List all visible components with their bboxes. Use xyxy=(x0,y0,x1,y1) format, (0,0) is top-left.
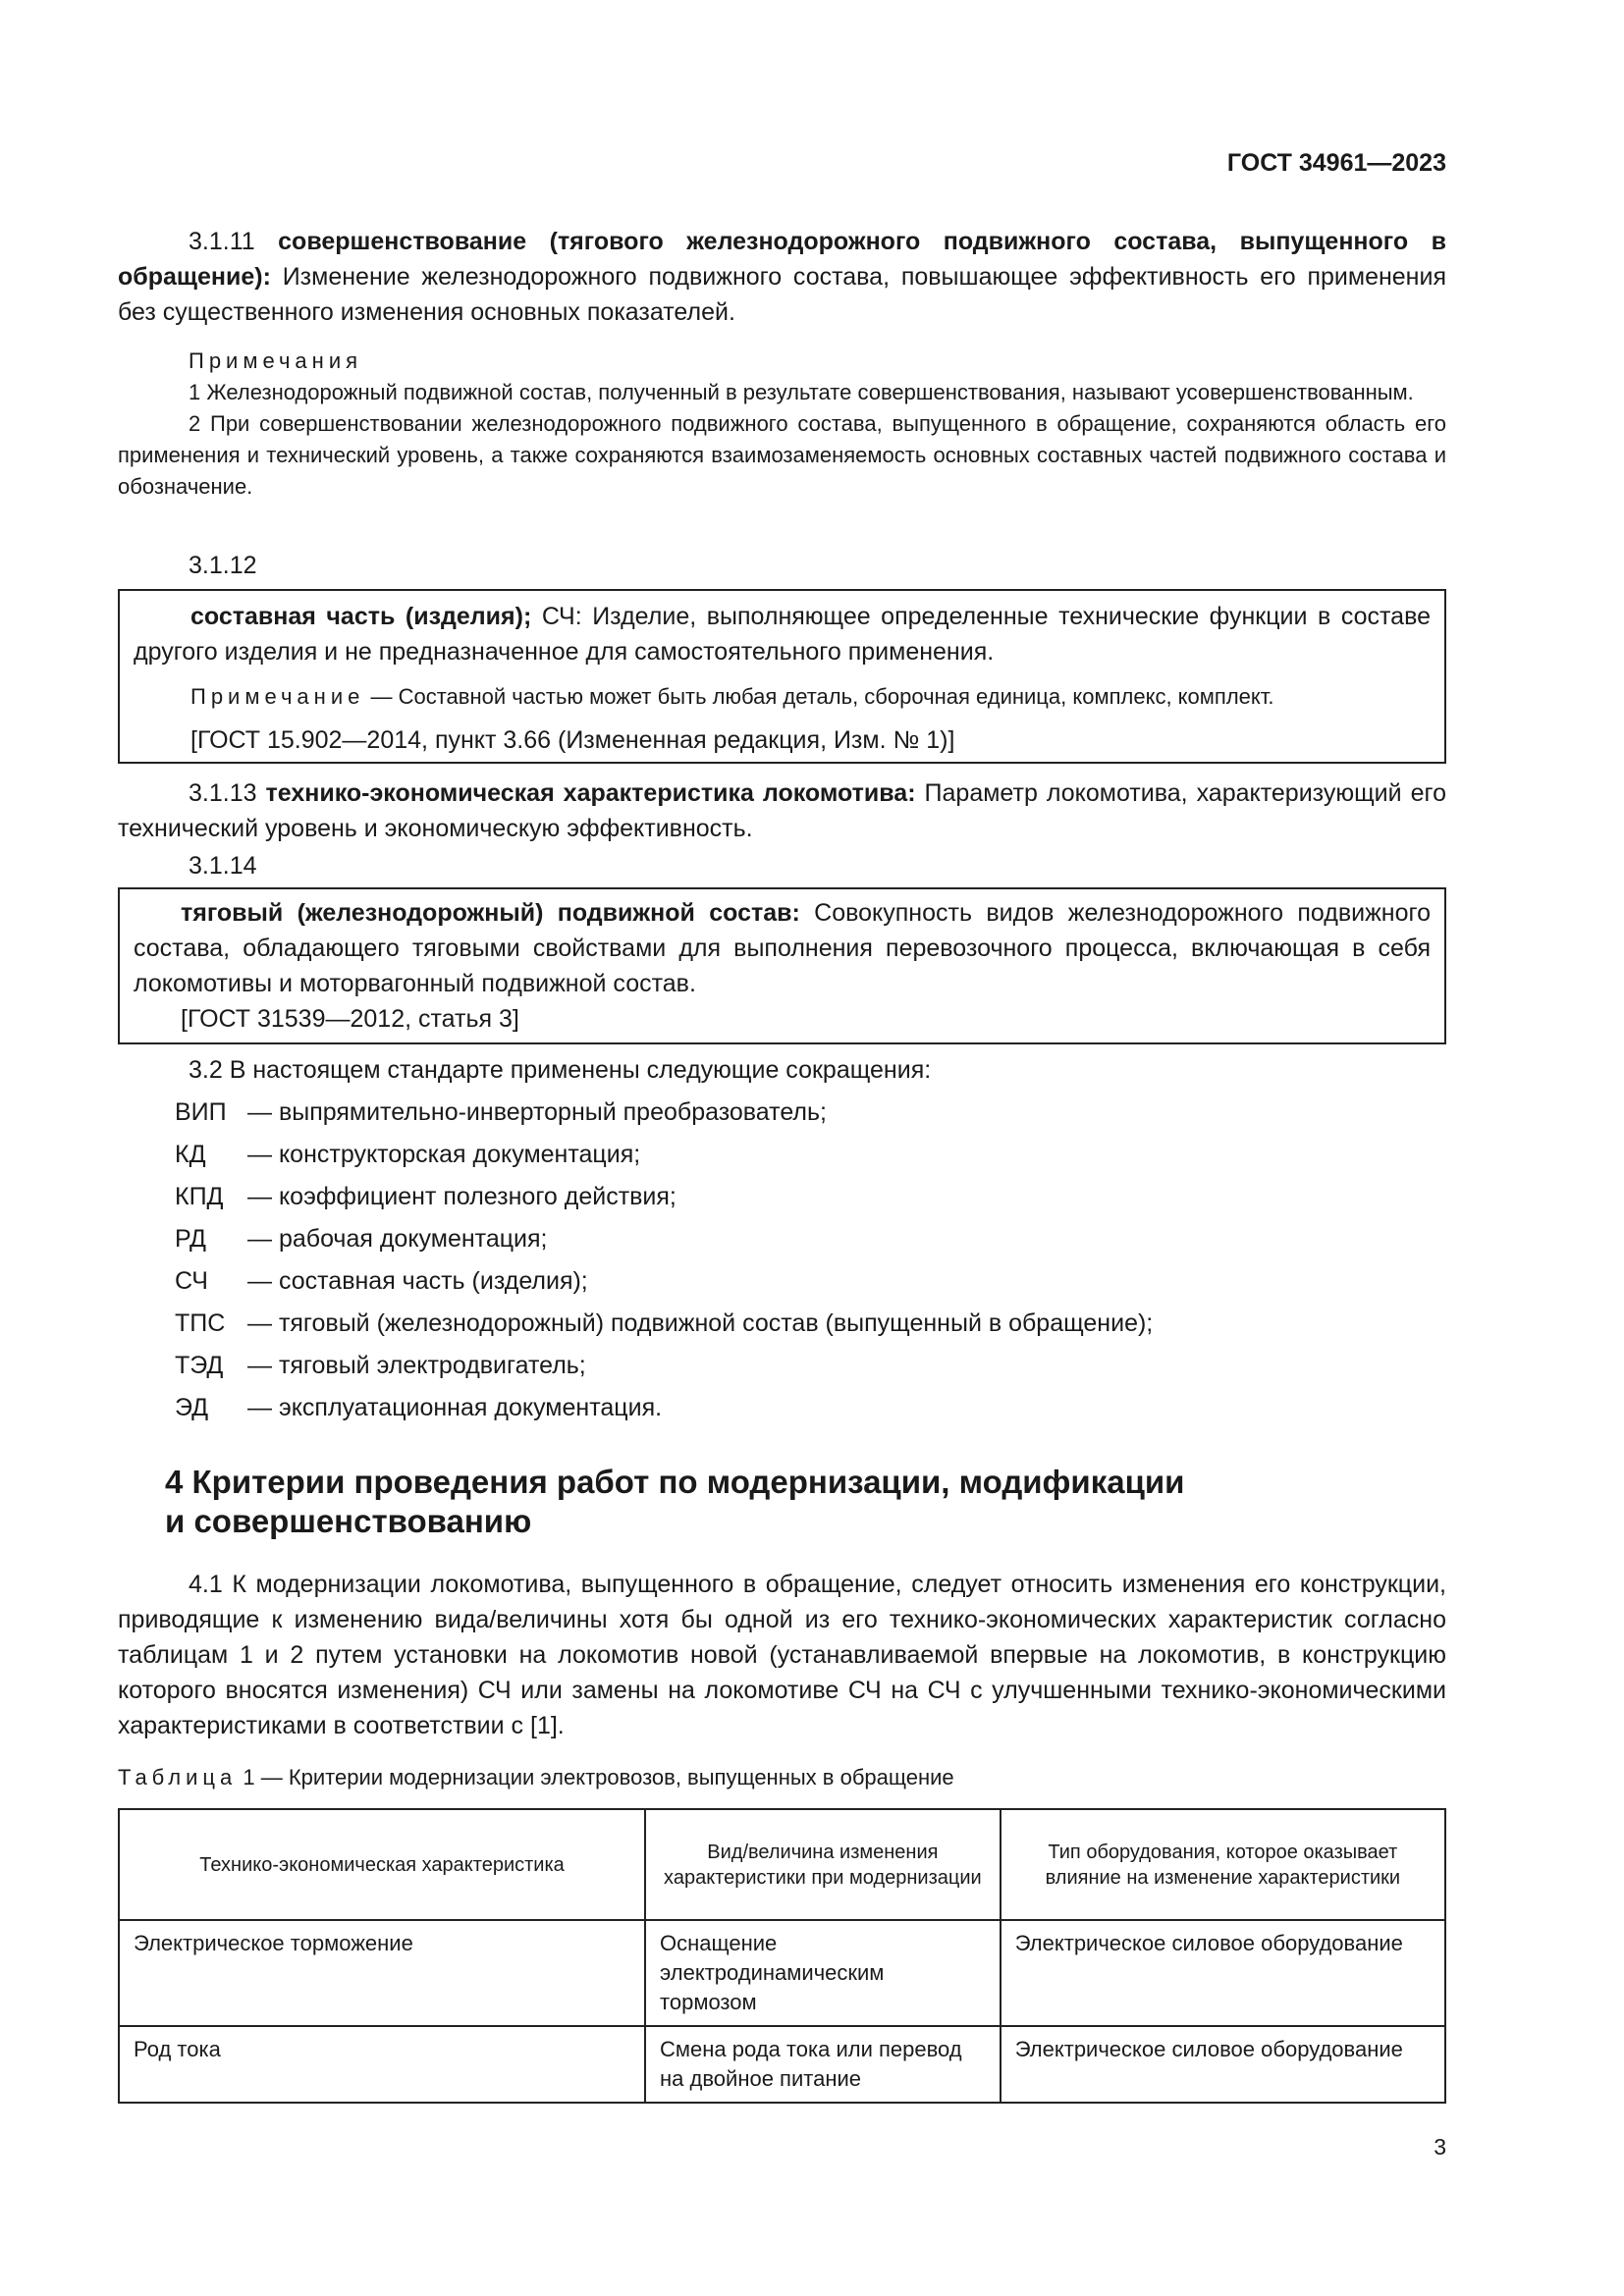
term: технико-экономическая характеристика локомотива: xyxy=(265,779,916,807)
clause-3-1-12 xyxy=(118,548,1446,764)
section-title-line-2: и совершенствованию xyxy=(165,1503,532,1539)
abbreviation-item: ТПС — тяговый (железнодорожный) подвижной состав (выпущенный в обращение); xyxy=(175,1309,1154,1337)
caption-label: Таблица xyxy=(118,1765,238,1789)
table-row xyxy=(119,1920,1445,2026)
abbreviation-item: КД — конструкторская документация; xyxy=(175,1141,641,1168)
abbreviation-item: КПД — коэффициент полезного действия; xyxy=(175,1183,677,1210)
definition: Изменение железнодорожного подвижного состава, повышающее эффективность его применения без существенного изменения основных показателей. xyxy=(118,263,1446,326)
abbreviation-item: ЭД — эксплуатационная документация. xyxy=(175,1394,663,1421)
column-header: Тип оборудования, которое оказывает влияние на изменение характеристики xyxy=(1001,1809,1445,1920)
page-number: 3 xyxy=(1434,2134,1446,2160)
note-2: 2 При совершенствовании железнодорожного подвижного состава, выпущенного в обращение, сохраняются область его применения и технический уровень, а также сохраняются взаимозаменяемость основных составных частей подвижного состава и обозначение. xyxy=(118,411,1446,499)
term: составная часть (изделия); xyxy=(190,603,532,630)
term: совершенствование (тягового железнодорожного подвижного состава, выпущенного в обращение): xyxy=(118,228,1446,291)
clause-3-2 xyxy=(118,1052,1446,1429)
section-title-line-1: 4 Критерии проведения работ по модернизации, модификации xyxy=(165,1464,1185,1500)
definition-box xyxy=(118,887,1446,1044)
table-cell: Смена рода тока или перевод на двойное питание xyxy=(645,2026,1001,2103)
note-1: 1 Железнодорожный подвижной состав, полученный в результате совершенствования, называют усовершенствованным. xyxy=(189,380,1414,404)
clause-number: 3.1.13 xyxy=(189,779,257,807)
definition: Параметр локомотива, характеризующий его технический уровень и экономическую эффективность. xyxy=(118,779,1446,842)
clause-3-1-13 xyxy=(118,775,1446,846)
notes-title: Примечания xyxy=(189,348,363,373)
table-row xyxy=(119,2026,1445,2103)
abbreviation-item: ВИП — выпрямительно-инверторный преобразователь; xyxy=(175,1098,827,1126)
clause-text: 3.2 В настоящем стандарте применены следующие сокращения: xyxy=(189,1056,932,1084)
section-4-heading xyxy=(118,1463,1446,1541)
clause-number: 3.1.14 xyxy=(189,852,257,880)
table-cell: Электрическое силовое оборудование xyxy=(1001,1920,1445,2026)
definition-box xyxy=(118,589,1446,764)
abbreviation-list xyxy=(118,1092,1446,1429)
table-1 xyxy=(118,1808,1446,2104)
term: тяговый (железнодорожный) подвижной состав: xyxy=(181,899,800,927)
column-header: Вид/величина изменения характеристики при модернизации xyxy=(645,1809,1001,1920)
table-header-row xyxy=(119,1809,1445,1920)
caption-text: 1 — Критерии модернизации электровозов, выпущенных в обращение xyxy=(237,1765,954,1789)
note-text: — Составной частью может быть любая деталь, сборочная единица, комплекс, комплект. xyxy=(364,684,1274,709)
abbreviation-item: ТЭД — тяговый электродвигатель; xyxy=(175,1352,586,1379)
document-header: ГОСТ 34961—2023 xyxy=(1226,149,1446,177)
table-cell: Род тока xyxy=(119,2026,645,2103)
table-cell: Электрическое торможение xyxy=(119,1920,645,2026)
notes-block xyxy=(118,346,1446,503)
clause-3-1-14 xyxy=(118,848,1446,1044)
table-cell: Оснащение электродинамическим тормозом xyxy=(645,1920,1001,2026)
abbreviation-item: РД — рабочая документация; xyxy=(175,1225,548,1253)
source-reference: [ГОСТ 15.902—2014, пункт 3.66 (Измененная редакция, Изм. № 1)] xyxy=(190,726,955,754)
definition: СЧ: Изделие, выполняющее определенные технические функции в составе другого изделия и не предназначенное для самостоятельного применения. xyxy=(134,603,1431,666)
source-reference: [ГОСТ 31539—2012, статья 3] xyxy=(181,1005,519,1033)
definition: Совокупность видов железнодорожного подвижного состава, обладающего тяговыми свойствами для выполнения перевозочного процесса, включающая в себя локомотивы и моторвагонный подвижной состав. xyxy=(134,899,1431,997)
table-1-caption xyxy=(118,1762,1446,1793)
column-header: Технико-экономическая характеристика xyxy=(119,1809,645,1920)
abbreviation-item: СЧ — составная часть (изделия); xyxy=(175,1267,588,1295)
clause-number: 3.1.12 xyxy=(189,552,257,579)
clause-4-1 xyxy=(118,1567,1446,1743)
clause-text: 4.1 К модернизации локомотива, выпущенного в обращение, следует относить изменения его конструкции, приводящие к изменению вида/величины хотя бы одной из его технико-экономических характеристик согласно таблицам 1 и 2 путем установки на локомотив новой (устанавливаемой впервые на локомотив, в конструкцию которого вносятся изменения) СЧ или замены на локомотиве СЧ на СЧ с улучшенными технико-экономическими характеристиками в соответствии с [1]. xyxy=(118,1571,1446,1739)
table-cell: Электрическое силовое оборудование xyxy=(1001,2026,1445,2103)
clause-number: 3.1.11 xyxy=(189,228,255,255)
clause-3-1-11 xyxy=(118,224,1446,330)
note-label: Примечание xyxy=(190,684,365,709)
